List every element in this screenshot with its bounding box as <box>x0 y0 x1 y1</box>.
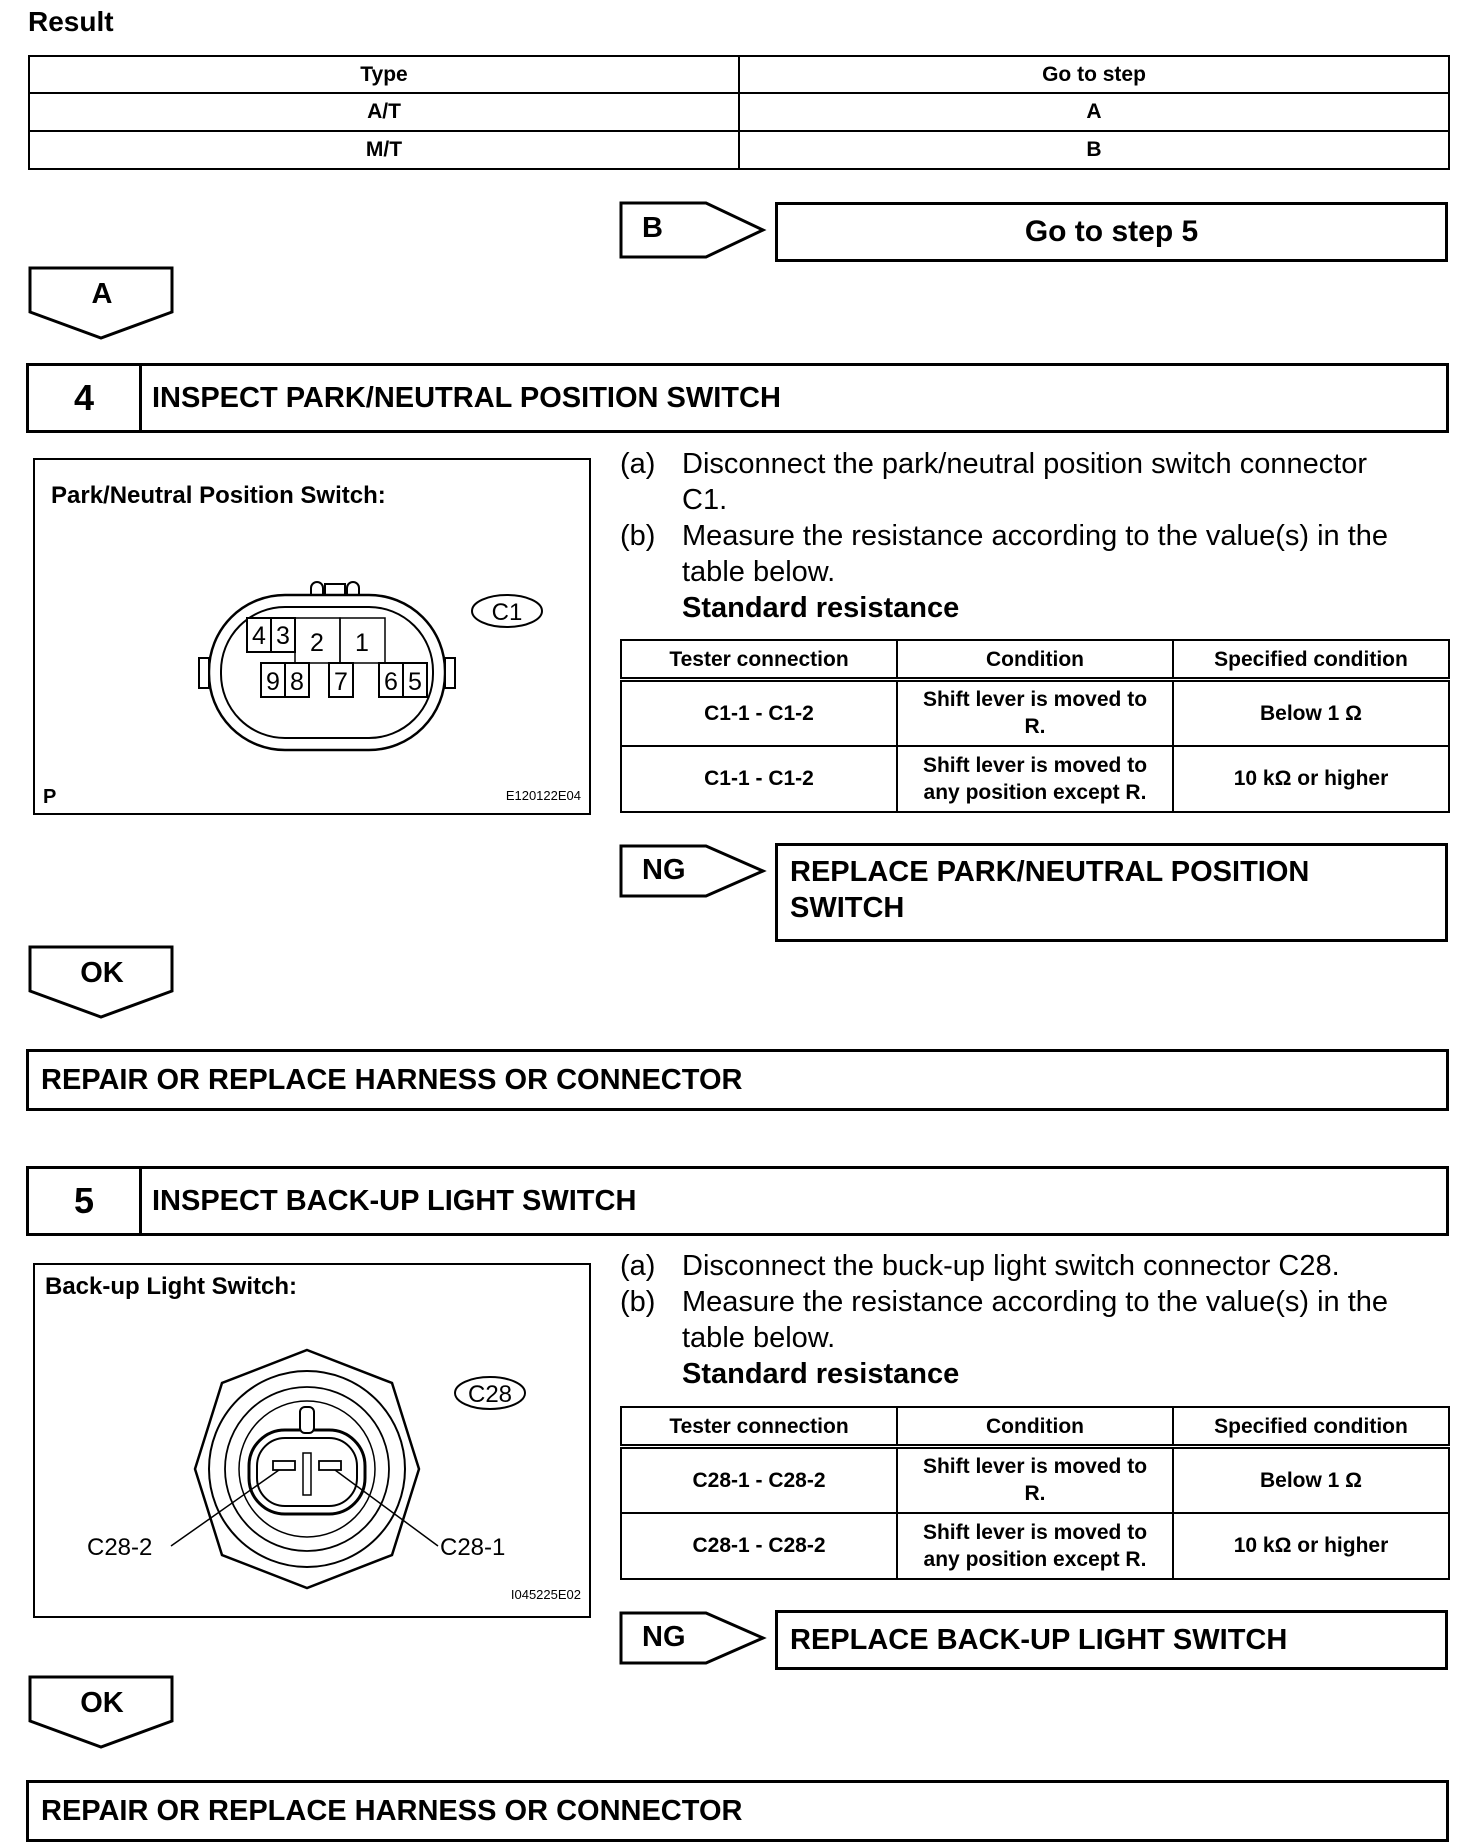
table-cell: C28-1 - C28-2 <box>621 1513 897 1579</box>
condition-line: any position except R. <box>923 780 1147 804</box>
step5-title: INSPECT BACK-UP LIGHT SWITCH <box>152 1184 637 1217</box>
table-row <box>621 746 1449 812</box>
connector-tag: C28 <box>467 1381 513 1408</box>
table-header-cell: Condition <box>897 640 1173 680</box>
ng-label: NG <box>642 1621 686 1653</box>
figure-title: Park/Neutral Position Switch: <box>51 482 386 509</box>
step4-header <box>26 363 1449 433</box>
table-row <box>621 1447 1449 1513</box>
step4-spec-table <box>620 639 1450 813</box>
table-header-cell: Go to step <box>739 56 1449 93</box>
backup-light-switch-icon <box>35 1265 593 1620</box>
instruction-label: (b) <box>620 1286 656 1318</box>
ng-arrow-icon <box>618 1610 768 1666</box>
table-header-row <box>621 640 1449 680</box>
pin-label: 8 <box>290 668 304 696</box>
table-cell: M/T <box>29 131 739 169</box>
table-cell: C1-1 - C1-2 <box>621 746 897 812</box>
table-cell: A/T <box>29 93 739 131</box>
standard-resistance-label: Standard resistance <box>682 1358 960 1390</box>
condition-line: any position except R. <box>923 1547 1147 1571</box>
step4-ng-action-box <box>775 843 1448 942</box>
pin-label-c28-2: C28-2 <box>87 1534 153 1561</box>
step5-header <box>26 1166 1449 1236</box>
instruction-label: (b) <box>620 520 656 552</box>
instruction-text: Disconnect the buck-up light switch connector C28. <box>682 1250 1340 1282</box>
table-cell: Below 1 Ω <box>1173 1447 1449 1513</box>
table-cell: Below 1 Ω <box>1173 680 1449 746</box>
result-heading: Result <box>28 6 114 37</box>
ng-arrow-icon <box>618 843 768 899</box>
figure-title: Back-up Light Switch: <box>45 1273 297 1300</box>
instruction-item <box>620 1248 1460 1284</box>
instruction-text: C1. <box>682 484 728 516</box>
condition-line: Shift lever is moved to <box>922 1520 1148 1544</box>
table-cell: C28-1 - C28-2 <box>621 1447 897 1513</box>
condition-line: R. <box>1024 1482 1046 1506</box>
ng-action-text: REPLACE BACK-UP LIGHT SWITCH <box>790 1623 1288 1656</box>
final-action-text: REPAIR OR REPLACE HARNESS OR CONNECTOR <box>41 1063 743 1096</box>
pin-label: 4 <box>252 622 266 650</box>
branch-a-label: A <box>91 278 113 310</box>
step5-number: 5 <box>29 1169 142 1233</box>
branch-b-arrow-icon <box>618 200 768 260</box>
step5-instructions <box>620 1248 1460 1392</box>
pin-label: 7 <box>334 668 348 696</box>
table-header-row <box>29 56 1449 93</box>
table-header-cell: Tester connection <box>621 1407 897 1447</box>
condition-line: Shift lever is moved to <box>922 753 1148 777</box>
instruction-text: Measure the resistance according to the value(s) in the <box>682 1286 1389 1318</box>
table-header-cell: Tester connection <box>621 640 897 680</box>
pin-label-c28-1: C28-1 <box>440 1534 506 1561</box>
table-header-cell: Specified condition <box>1173 640 1449 680</box>
table-row <box>621 1513 1449 1579</box>
figure-corner-label: P <box>43 786 57 808</box>
pin-label: 6 <box>384 668 398 696</box>
pin-label: 3 <box>276 622 290 650</box>
instruction-text: table below. <box>682 1322 836 1354</box>
ok-label: OK <box>80 1687 124 1719</box>
step4-figure <box>33 458 591 815</box>
step4-final-box <box>26 1049 1449 1111</box>
branch-b-target: Go to step 5 <box>1024 215 1199 248</box>
ng-action-text: REPLACE PARK/NEUTRAL POSITION <box>790 856 1310 888</box>
table-header-cell: Specified condition <box>1173 1407 1449 1447</box>
condition-line: R. <box>1024 715 1046 739</box>
figure-code: I045225E02 <box>510 1587 581 1602</box>
branch-b-target-box <box>775 202 1448 262</box>
instruction-label: (a) <box>620 448 656 480</box>
ok-label: OK <box>80 957 124 989</box>
table-row <box>29 93 1449 131</box>
table-row <box>29 131 1449 169</box>
table-cell: 10 kΩ or higher <box>1173 746 1449 812</box>
park-neutral-connector-icon <box>155 570 523 760</box>
table-header-cell: Type <box>29 56 739 93</box>
ng-label: NG <box>642 854 686 886</box>
step5-final-box <box>26 1780 1449 1842</box>
instruction-item <box>620 1284 1460 1392</box>
step5-ng-action-box <box>775 1610 1448 1670</box>
table-cell: 10 kΩ or higher <box>1173 1513 1449 1579</box>
pin-label: 1 <box>355 629 369 657</box>
pin-label: 2 <box>310 629 324 657</box>
table-cell: B <box>739 131 1449 169</box>
result-table <box>28 55 1450 170</box>
instruction-item <box>620 446 1460 518</box>
branch-b-label: B <box>642 212 663 244</box>
table-cell <box>897 746 1173 812</box>
figure-code: E120122E04 <box>505 788 581 803</box>
table-cell <box>897 680 1173 746</box>
table-cell <box>897 1447 1173 1513</box>
table-cell: C1-1 - C1-2 <box>621 680 897 746</box>
table-cell <box>897 1513 1173 1579</box>
instruction-text: Measure the resistance according to the value(s) in the <box>682 520 1389 552</box>
pin-label: 9 <box>266 668 280 696</box>
step5-spec-table <box>620 1406 1450 1580</box>
connector-tag: C1 <box>491 599 523 626</box>
final-action-text: REPAIR OR REPLACE HARNESS OR CONNECTOR <box>41 1794 743 1827</box>
instruction-item <box>620 518 1460 626</box>
pin-label: 5 <box>408 668 422 696</box>
condition-line: Shift lever is moved to <box>922 1455 1148 1479</box>
table-row <box>621 680 1449 746</box>
step4-number: 4 <box>29 366 142 430</box>
condition-line: Shift lever is moved to <box>922 688 1148 712</box>
table-cell: A <box>739 93 1449 131</box>
instruction-label: (a) <box>620 1250 656 1282</box>
table-header-row <box>621 1407 1449 1447</box>
step4-title: INSPECT PARK/NEUTRAL POSITION SWITCH <box>152 381 781 414</box>
standard-resistance-label: Standard resistance <box>682 592 960 624</box>
instruction-text: Disconnect the park/neutral position switch connector <box>682 448 1368 480</box>
ng-action-text: SWITCH <box>790 892 905 924</box>
instruction-text: table below. <box>682 556 836 588</box>
step4-instructions <box>620 446 1460 626</box>
step5-figure <box>33 1263 591 1618</box>
table-header-cell: Condition <box>897 1407 1173 1447</box>
